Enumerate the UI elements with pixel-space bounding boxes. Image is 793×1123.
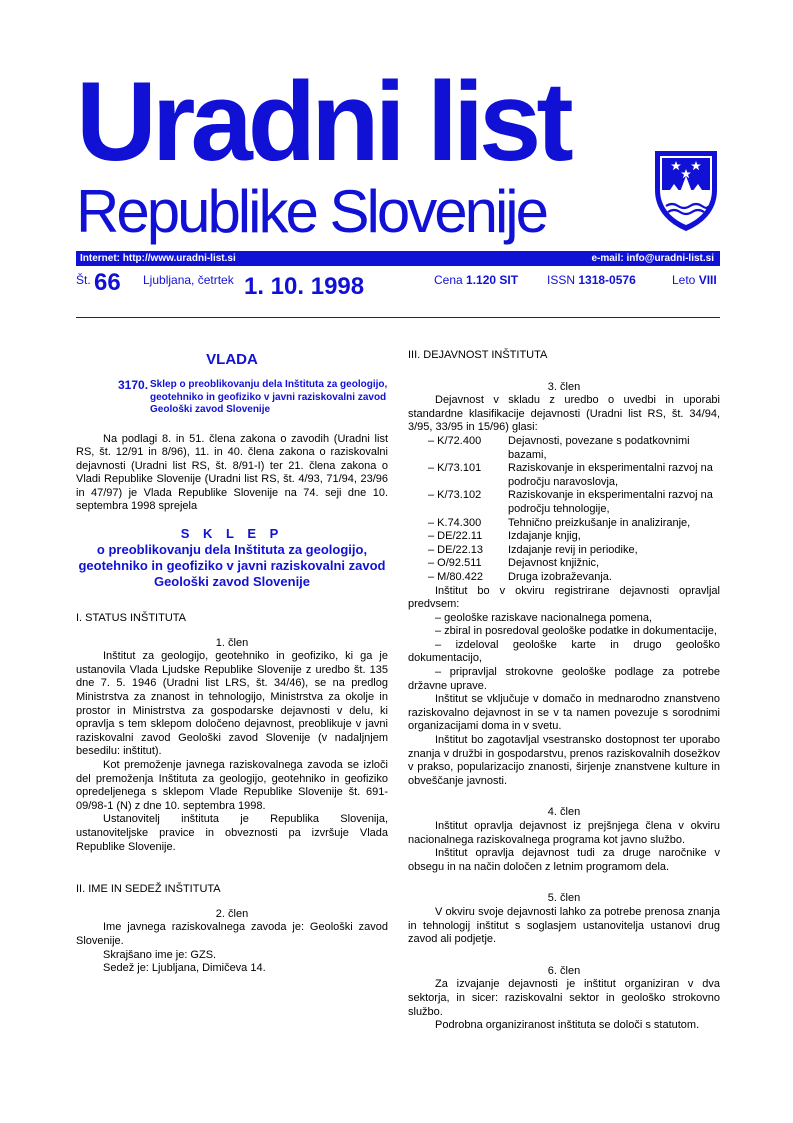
article-2-heading: 2. člen — [215, 907, 249, 920]
email-link[interactable]: e-mail: info@uradni-list.si — [591, 253, 714, 264]
classification-code: – DE/22.13 — [428, 543, 484, 556]
article-3-p2: Inštitut bo v okviru registrirane dejavnosti opravljal predvsem: — [408, 584, 720, 611]
article-3-heading: 3. člen — [547, 380, 581, 393]
task-list — [408, 612, 720, 694]
article-6-heading: 6. člen — [547, 964, 581, 977]
issue-place-day: Ljubljana, četrtek — [143, 273, 234, 287]
classification-code: – K/73.102 — [428, 489, 482, 502]
classification-item — [408, 557, 720, 571]
classification-item — [408, 544, 720, 558]
article-1-p1: Inštitut za geologijo, geotehniko in geofiziko, ki ga je ustanovila Vlada Ljudske Republike Slovenije z uredbo št. 135 dne 7. 5. 1946 (Uradni list LRS, št. 34/46), se na predlog Ministrstva za znanost in tehnologijo, Ministrstva za okolje in prostor in Ministrstva za gospodarske dejavnosti v delu, ki opravlja s tem sklepom določeno dejavnost, preoblikuje v javni raziskovalni zavod Geološki zavod Slovenije (v nadaljnjem besedilu: inštitut). — [76, 650, 388, 758]
classification-item — [408, 462, 720, 489]
contact-bar — [76, 251, 720, 266]
classification-label: Dejavnost knjižnic, — [508, 557, 600, 570]
right-column — [408, 349, 720, 1033]
classification-label: Raziskovanje in eksperimentalni razvoj na področju tehnologije, — [508, 489, 713, 515]
task-item: – izdeloval geološke karte in drugo geološko dokumentacijo, — [408, 638, 720, 665]
article-4-heading: 4. člen — [547, 806, 581, 819]
article-2-p2: Skrajšano ime je: GZS. — [103, 948, 217, 961]
issn-value: 1318-0576 — [578, 273, 636, 287]
article-4-p2: Inštitut opravlja dejavnost tudi za druge naročnike v obsegu in na način določen z letnim programom dela. — [408, 847, 720, 873]
left-column — [76, 349, 388, 976]
issn-label: ISSN — [547, 273, 576, 287]
sklep-title: o preoblikovanju dela Inštituta za geologijo, geotehniko in geofiziko v javni raziskovalni zavod Geološki zavod Slovenije — [78, 542, 386, 590]
sklep-title-block — [76, 526, 388, 590]
article-5-heading: 5. člen — [547, 892, 581, 905]
article-3-p1: Dejavnost v skladu z uredbo o uvedbi in uporabi standardne klasifikacije dejavnosti (Uradni list RS, št. 34/94, 3/95, 33/95 in 15/96) glasi: — [408, 394, 720, 434]
article-3-p4: Inštitut bo zagotavljal vsestransko dostopnost ter uporabo znanja v družbi in gospodarstvu, prenos raziskovalnih dosežkov v prakso, popularizacijo znanosti, širjenje znanstvene kulture in obveščanje javnosti. — [408, 734, 720, 787]
article-6-p2: Podrobna organiziranost inštituta se določi s statutom. — [435, 1019, 700, 1032]
classification-code: – M/80.422 — [428, 570, 484, 583]
year-label: Leto — [672, 273, 696, 287]
classification-code: – K/73.101 — [428, 462, 482, 475]
section-1-heading: I. STATUS INŠTITUTA — [76, 612, 186, 625]
classification-item — [408, 530, 720, 544]
classification-label: Dejavnosti, povezane s podatkovnimi bazami, — [508, 434, 690, 461]
classification-label: Izdajanje revij in periodike, — [508, 543, 638, 556]
act-title: Sklep o preoblikovanju dela Inštituta za geologijo, geotehniko in geofiziko v javni raziskovalni zavod Geološki zavod Slovenije — [150, 379, 388, 415]
classification-label: Raziskovanje in eksperimentalni razvoj na področju naravoslovja, — [508, 462, 713, 488]
act-number: 3170. — [118, 378, 149, 392]
article-3-p3: Inštitut se vključuje v domačo in mednarodno znanstveno raziskovalno dejavnost in se v ta namen povezuje s sorodnimi organizacijami doma in v svetu. — [408, 693, 720, 733]
section-3-heading: III. DEJAVNOST INŠTITUTA — [408, 349, 548, 361]
article-4-p1: Inštitut opravlja dejavnost iz prejšnjega člena v okviru nacionalnega raziskovalnega programa kot javno službo. — [408, 820, 720, 846]
article-1-heading: 1. člen — [215, 636, 249, 649]
issue-date: 1. 10. 1998 — [244, 273, 365, 300]
issue-year — [672, 272, 717, 288]
act-header — [118, 379, 388, 417]
classification-code: – K/72.400 — [428, 434, 482, 447]
masthead-subtitle: Republike Slovenije — [76, 178, 546, 245]
coat-of-arms-icon — [652, 150, 720, 232]
classification-label: Tehnično preizkušanje in analiziranje, — [508, 516, 691, 529]
issue-issn — [547, 272, 636, 288]
article-2-p1: Ime javnega raziskovalnega zavoda je: Geološki zavod Slovenije. — [76, 921, 388, 947]
issue-number: 66 — [94, 269, 121, 296]
article-2-p3: Sedež je: Ljubljana, Dimičeva 14. — [103, 962, 266, 975]
classification-item — [408, 489, 720, 516]
classification-code: – O/92.511 — [428, 557, 482, 570]
classification-item — [408, 571, 720, 585]
task-item: – zbiral in posredoval geološke podatke in dokumentacije, — [435, 625, 717, 638]
internet-link[interactable]: Internet: http://www.uradni-list.si — [80, 253, 236, 264]
classification-label: Izdajanje knjig, — [508, 530, 581, 543]
issue-price — [434, 272, 518, 288]
classification-code: – DE/22.11 — [428, 530, 483, 543]
section-heading-vlada: VLADA — [206, 351, 258, 368]
classification-item — [408, 517, 720, 531]
classification-item — [408, 435, 720, 462]
price-label: Cena — [434, 273, 463, 287]
price-value: 1.120 SIT — [466, 273, 519, 287]
task-item: – geološke raziskave nacionalnega pomena, — [435, 611, 653, 624]
year-value: VIII — [698, 273, 717, 287]
article-1-p2: Kot premoženje javnega raziskovalnega zavoda se izloči del premoženja Inštituta za geologijo, geotehniko in geofiziko opredeljenega s sklepom Vlade Republike Slovenije št. 691-09/98-1 (N) z dne 10. septembra 1998. — [76, 759, 388, 812]
sklep-word: S K L E P — [180, 526, 284, 542]
task-item: – pripravljal strokovne geološke podlage za potrebe državne uprave. — [408, 666, 720, 692]
intro-paragraph: Na podlagi 8. in 51. člena zakona o zavodih (Uradni list RS, št. 12/91 in 8/96), 11. in 40. člena zakona o raziskovalni dejavnosti (Uradni list RS, št. 8/91-I) ter 21. člena zakona o Vladi Republike Slovenije (Uradni list RS, št. 4/93, 71/94, 23/96 in 47/97) je Vlada Republike Slovenije na 74. seji dne 10. septembra 1998 sprejela — [76, 432, 388, 513]
issue-st-label: Št. — [76, 273, 91, 287]
article-5-p1: V okviru svoje dejavnosti lahko za potrebe prenosa znanja in tehnologij inštitut s soglasjem ustanovitelja ustanovi drug zavod ali podjetje. — [408, 905, 720, 946]
section-2-heading: II. IME IN SEDEŽ INŠTITUTA — [76, 883, 221, 896]
classification-code: – K.74.300 — [428, 516, 482, 529]
classification-label: Druga izobraževanja. — [508, 570, 612, 583]
masthead-title: Uradni list — [76, 59, 569, 184]
header-divider — [76, 317, 720, 318]
article-1-p3: Ustanovitelj inštituta je Republika Slovenija, ustanoviteljske pravice in obveznosti pa izvršuje Vlada Republike Slovenije. — [76, 813, 388, 853]
classification-list — [408, 435, 720, 585]
article-6-p1: Za izvajanje dejavnosti je inštitut organiziran v dva sektorja, in sicer: raziskovalni sektor in geološko strokovno službo. — [408, 978, 720, 1018]
